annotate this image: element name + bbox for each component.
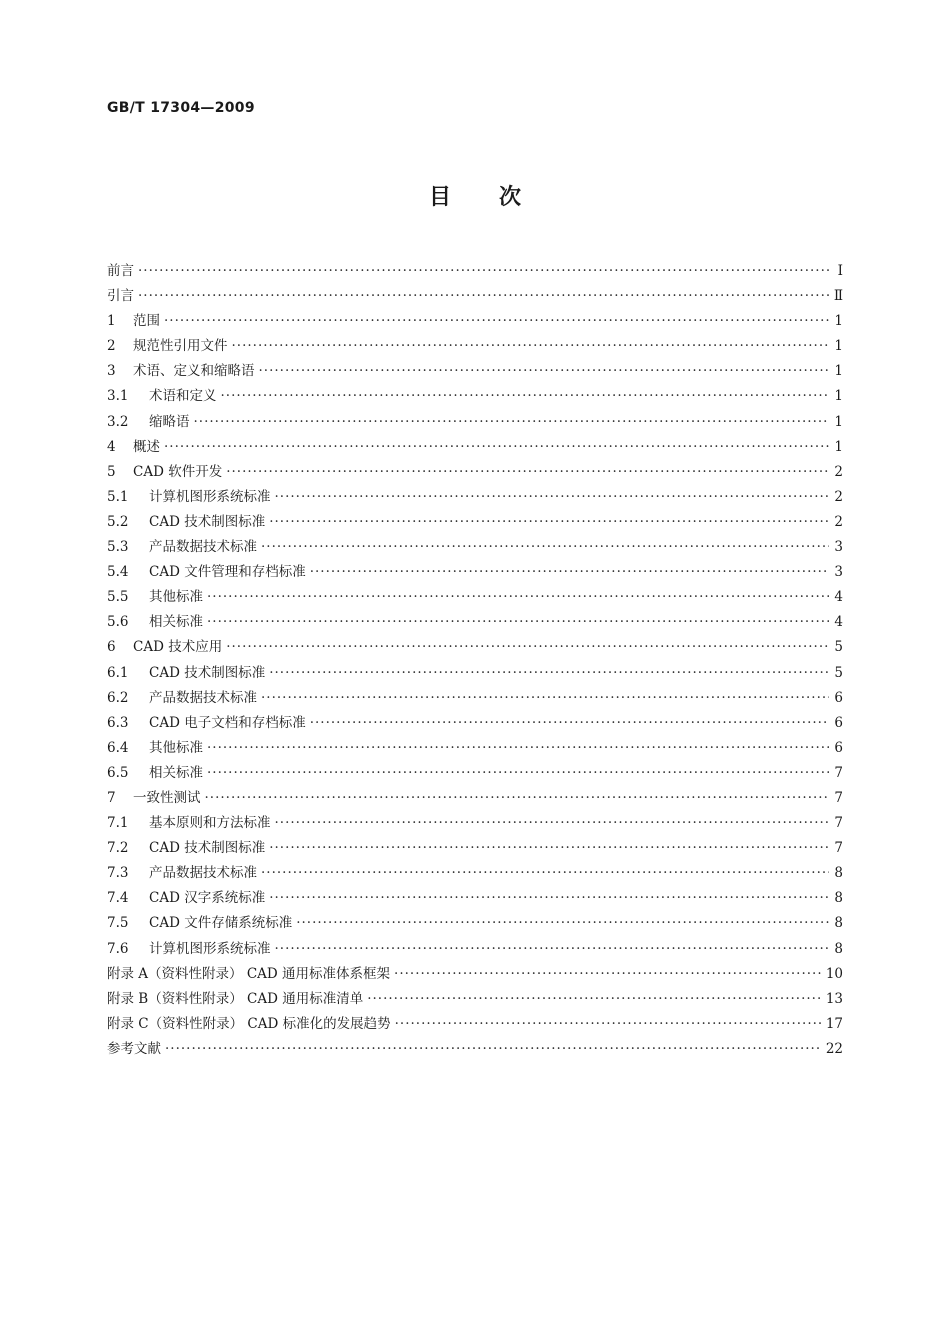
toc-entry-page: 4 (834, 614, 843, 631)
toc-entry-number: 7.3 (107, 865, 129, 882)
toc-entry-label: CAD 技术制图标准 (149, 840, 266, 857)
toc-entry-page: 1 (834, 313, 843, 330)
toc-entry-number: 6.5 (107, 764, 129, 781)
toc-entry-label: CAD 技术制图标准 (149, 513, 266, 530)
toc-entry-label: 其他标准 (149, 589, 203, 606)
toc-leader-dots (367, 987, 822, 1012)
toc-leader-dots (296, 911, 829, 936)
toc-entry-page: 8 (834, 915, 843, 932)
toc-entry[interactable] (107, 786, 843, 811)
toc-leader-dots (269, 836, 829, 861)
toc-entry-page: 2 (834, 513, 843, 530)
toc-entry[interactable] (107, 761, 843, 786)
title-char-right: 次 (499, 185, 522, 210)
page-title (0, 180, 950, 211)
toc-leader-dots (138, 259, 829, 284)
toc-entry[interactable] (107, 661, 843, 686)
toc-entry[interactable] (107, 485, 843, 510)
toc-entry-page: 22 (825, 1040, 843, 1057)
toc-entry-label: 缩略语 (149, 413, 190, 430)
toc-leader-dots (275, 937, 830, 962)
toc-entry-page: 7 (834, 789, 843, 806)
toc-leader-dots (194, 410, 830, 435)
toc-entry[interactable] (107, 1012, 843, 1037)
toc-entry-page: 1 (834, 338, 843, 355)
toc-entry[interactable] (107, 610, 843, 635)
toc-entry[interactable] (107, 836, 843, 861)
toc-leader-dots (275, 811, 830, 836)
table-of-contents (107, 259, 843, 1062)
toc-entry-label: CAD 文件管理和存档标准 (149, 564, 306, 581)
toc-entry-page: 7 (834, 764, 843, 781)
toc-entry-number: 7.6 (107, 940, 129, 957)
toc-entry-number: 6.3 (107, 714, 129, 731)
toc-leader-dots (310, 560, 829, 585)
toc-entry-label: 附录 C（资料性附录） CAD 标准化的发展趋势 (107, 1015, 391, 1032)
toc-entry-label: 相关标准 (149, 764, 203, 781)
toc-entry-page: Ⅰ (837, 263, 843, 279)
toc-entry[interactable] (107, 635, 843, 660)
toc-entry-page: 7 (834, 840, 843, 857)
toc-entry-page: 1 (834, 388, 843, 405)
toc-entry-label: CAD 软件开发 (133, 463, 223, 480)
toc-entry-number: 7.4 (107, 890, 129, 907)
toc-entry[interactable] (107, 309, 843, 334)
toc-entry-number: 6.2 (107, 689, 129, 706)
toc-entry-label: CAD 文件存储系统标准 (149, 915, 293, 932)
toc-entry-number: 2 (107, 338, 116, 355)
toc-entry-label: 产品数据技术标准 (149, 689, 257, 706)
toc-leader-dots (207, 610, 829, 635)
toc-entry-number: 6 (107, 639, 116, 656)
toc-entry[interactable] (107, 711, 843, 736)
toc-entry-number: 6.4 (107, 739, 129, 756)
toc-entry-page: 2 (834, 488, 843, 505)
toc-entry-page: 1 (834, 438, 843, 455)
toc-leader-dots (275, 485, 830, 510)
toc-entry-number: 7.1 (107, 815, 129, 832)
toc-entry-label: 附录 B（资料性附录） CAD 通用标准清单 (107, 990, 364, 1007)
toc-entry-label: 术语和定义 (149, 388, 217, 405)
toc-entry-number: 3.1 (107, 388, 129, 405)
toc-entry-label: 术语、定义和缩略语 (133, 363, 255, 380)
toc-entry-page: 6 (834, 739, 843, 756)
toc-entry-page: 8 (834, 890, 843, 907)
toc-entry[interactable] (107, 510, 843, 535)
toc-entry-label: 规范性引用文件 (133, 338, 228, 355)
toc-entry-page: 8 (834, 865, 843, 882)
toc-entry-label: 产品数据技术标准 (149, 865, 257, 882)
toc-entry-label: 产品数据技术标准 (149, 539, 257, 556)
toc-entry[interactable] (107, 334, 843, 359)
toc-leader-dots (261, 861, 829, 886)
toc-entry[interactable] (107, 384, 843, 409)
toc-entry-page: 5 (834, 664, 843, 681)
toc-entry-page: 6 (834, 714, 843, 731)
toc-entry[interactable] (107, 686, 843, 711)
toc-entry-label: CAD 技术制图标准 (149, 664, 266, 681)
toc-entry-page: 4 (834, 589, 843, 606)
toc-entry-label: 其他标准 (149, 739, 203, 756)
toc-entry-number: 5.1 (107, 488, 129, 505)
toc-leader-dots (259, 359, 830, 384)
toc-entry[interactable] (107, 861, 843, 886)
toc-entry-number: 5.5 (107, 589, 129, 606)
toc-leader-dots (207, 761, 829, 786)
toc-entry-label: 概述 (133, 438, 160, 455)
toc-entry-page: 8 (834, 940, 843, 957)
toc-leader-dots (232, 334, 830, 359)
toc-entry-page: 10 (825, 965, 843, 982)
toc-entry-number: 5.3 (107, 539, 129, 556)
toc-entry[interactable] (107, 962, 843, 987)
toc-entry[interactable] (107, 259, 843, 284)
toc-entry[interactable] (107, 535, 843, 560)
toc-entry-number: 5.4 (107, 564, 129, 581)
toc-entry[interactable] (107, 911, 843, 936)
toc-leader-dots (207, 585, 829, 610)
toc-entry-page: 2 (834, 463, 843, 480)
toc-entry[interactable] (107, 560, 843, 585)
toc-entry-label: 计算机图形系统标准 (149, 488, 271, 505)
toc-entry-label: 一致性测试 (133, 789, 201, 806)
toc-entry[interactable] (107, 460, 843, 485)
toc-entry[interactable] (107, 284, 843, 309)
toc-entry[interactable] (107, 585, 843, 610)
toc-leader-dots (226, 460, 829, 485)
toc-leader-dots (138, 284, 829, 309)
toc-entry-number: 7.2 (107, 840, 129, 857)
toc-entry[interactable] (107, 886, 843, 911)
toc-entry-number: 4 (107, 438, 116, 455)
toc-leader-dots (394, 962, 822, 987)
toc-entry-number: 7 (107, 789, 116, 806)
toc-leader-dots (205, 786, 830, 811)
toc-entry-label: 范围 (133, 313, 160, 330)
toc-leader-dots (269, 510, 829, 535)
toc-leader-dots (310, 711, 829, 736)
toc-entry-label: 相关标准 (149, 614, 203, 631)
toc-leader-dots (164, 309, 829, 334)
toc-leader-dots (221, 384, 830, 409)
toc-entry-label: 附录 A（资料性附录） CAD 通用标准体系框架 (107, 965, 391, 982)
toc-entry-label: 前言 (107, 263, 134, 279)
toc-entry-label: CAD 技术应用 (133, 639, 223, 656)
toc-leader-dots (207, 736, 829, 761)
toc-entry-label: 参考文献 (107, 1040, 161, 1057)
toc-entry-page: 6 (834, 689, 843, 706)
toc-entry[interactable] (107, 736, 843, 761)
toc-entry-page: 13 (825, 990, 843, 1007)
toc-entry[interactable] (107, 435, 843, 460)
toc-leader-dots (261, 686, 829, 711)
toc-leader-dots (269, 886, 829, 911)
toc-entry-label: CAD 汉字系统标准 (149, 890, 266, 907)
toc-leader-dots (165, 1037, 822, 1062)
toc-entry[interactable] (107, 811, 843, 836)
toc-entry[interactable] (107, 410, 843, 435)
toc-leader-dots (261, 535, 829, 560)
toc-entry-number: 3.2 (107, 413, 129, 430)
toc-entry-page: 1 (834, 363, 843, 380)
toc-entry-number: 5 (107, 463, 116, 480)
toc-entry[interactable] (107, 987, 843, 1012)
toc-leader-dots (269, 661, 829, 686)
toc-leader-dots (395, 1012, 822, 1037)
toc-entry-number: 1 (107, 313, 116, 330)
title-char-left: 目 (428, 185, 451, 210)
toc-entry-number: 6.1 (107, 664, 129, 681)
toc-entry-label: 计算机图形系统标准 (149, 940, 271, 957)
toc-leader-dots (226, 635, 829, 660)
toc-entry-label: CAD 电子文档和存档标准 (149, 714, 306, 731)
toc-entry-number: 3 (107, 363, 116, 380)
toc-entry-page: 3 (834, 564, 843, 581)
toc-entry-number: 5.2 (107, 513, 129, 530)
toc-entry-page: 7 (834, 815, 843, 832)
toc-entry[interactable] (107, 937, 843, 962)
toc-entry-label: 引言 (107, 288, 134, 305)
toc-entry-page: 1 (834, 413, 843, 430)
toc-entry[interactable] (107, 1037, 843, 1062)
toc-entry[interactable] (107, 359, 843, 384)
toc-entry-page: 3 (834, 539, 843, 556)
toc-entry-label: 基本原则和方法标准 (149, 815, 271, 832)
toc-entry-page: 17 (825, 1015, 843, 1032)
standard-number: GB/T 17304—2009 (107, 100, 255, 116)
toc-entry-number: 7.5 (107, 915, 129, 932)
toc-entry-page: Ⅱ (833, 288, 843, 305)
toc-entry-page: 5 (834, 639, 843, 656)
toc-leader-dots (164, 435, 829, 460)
toc-entry-number: 5.6 (107, 614, 129, 631)
